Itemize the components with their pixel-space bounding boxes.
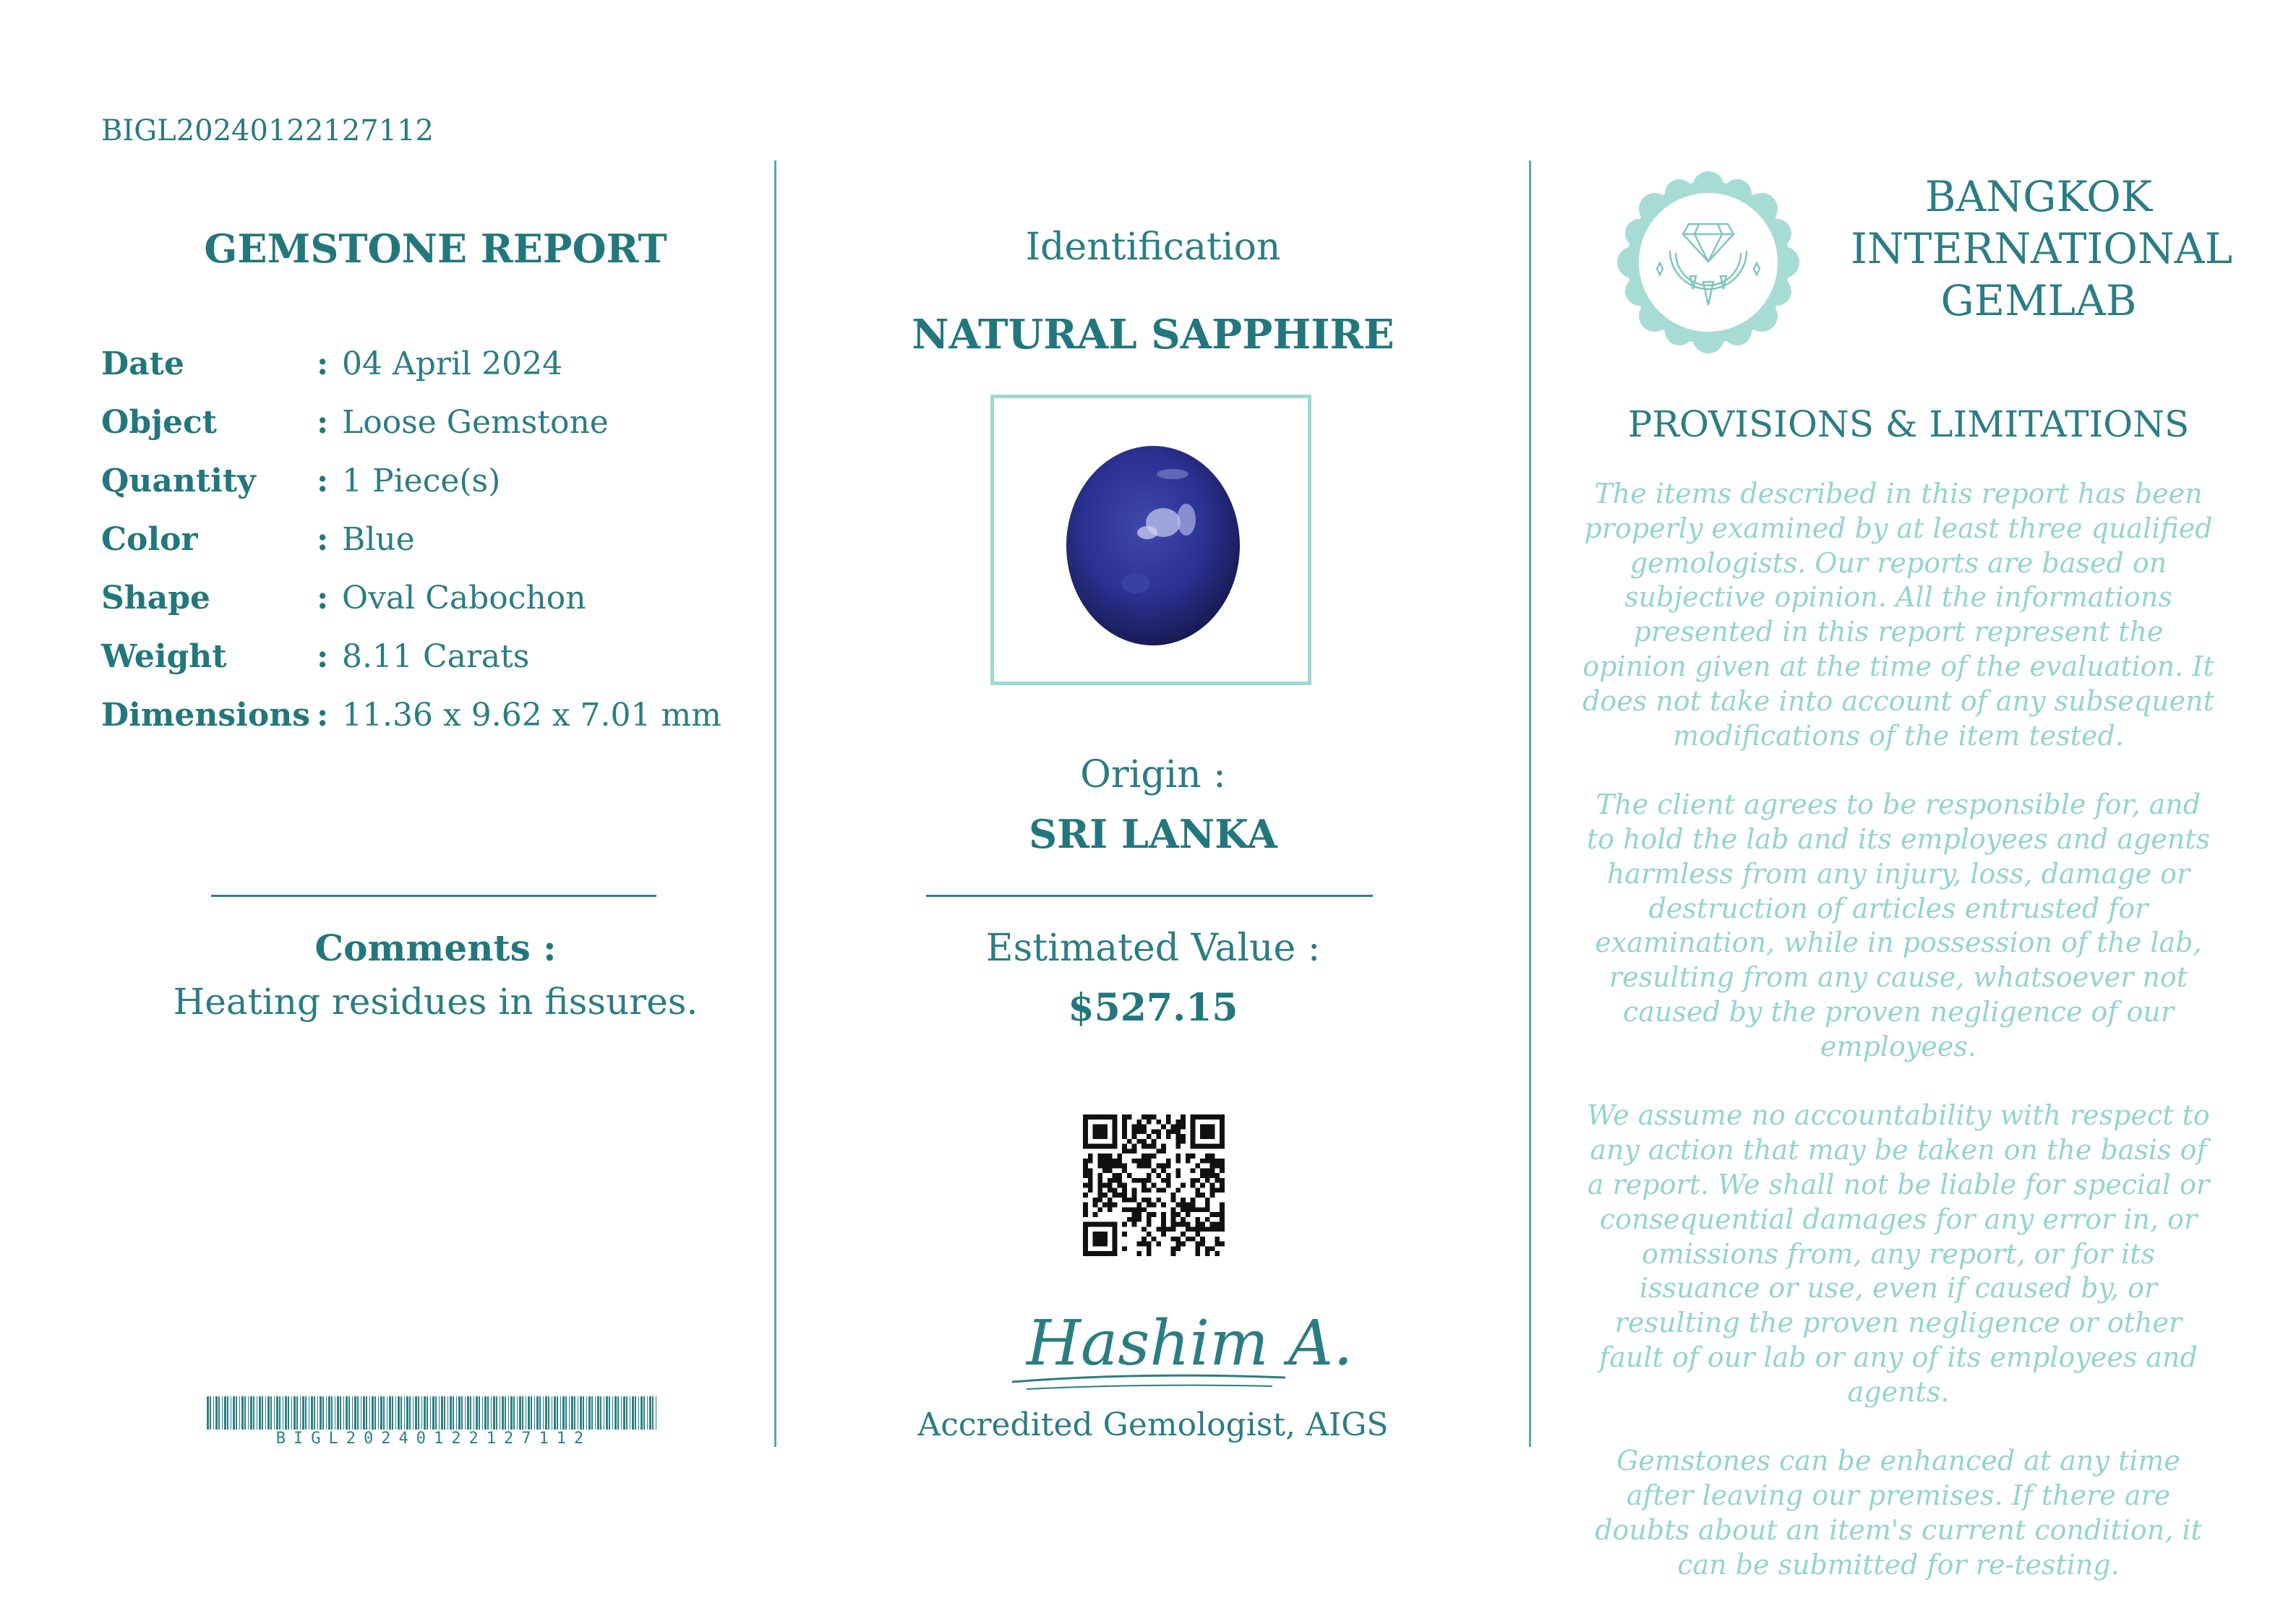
detail-colon: : [317,345,329,382]
detail-label: Color [101,521,198,558]
provisions-paragraph: The items described in this report has been properly examined by at least three qualified gemologists. Our reports are based on subjective opinion. All the informations presented in this report represent the opinion given at the time of the evaluation. It does not take into account of any subsequent modifications of the item tested. [1582,478,2214,752]
report-title: GEMSTONE REPORT [204,225,667,272]
detail-value: Loose Gemstone [342,404,609,441]
detail-value: Oval Cabochon [342,580,586,616]
provisions-paragraph: Gemstones can be enhanced at any time after leaving our premises. If there are doubts about an item's current condition, it can be submitted for re-testing. [1595,1445,2202,1581]
provisions-paragraph: The client agrees to be responsible for, and to hold the lab and its employees and agents harmless from any injury, loss, damage or destruction of articles entrusted for examination, while in possession of the lab, resulting from any cause, whatsoever not caused by the proven negligence of our employees. [1586,789,2211,1062]
detail-value: 8.11 Carats [342,638,530,675]
comments-text: Heating residues in fissures. [173,981,698,1023]
origin-value: SRI LANKA [1029,811,1277,857]
comments-label: Comments : [314,927,557,969]
lab-name [1851,171,2233,327]
lab-seal-logo [1614,168,1803,357]
detail-label: Weight [101,638,227,675]
detail-colon: : [317,638,329,675]
detail-label: Quantity [101,463,256,499]
detail-colon: : [317,521,329,558]
gemologist-title: Accredited Gemologist, AIGS [917,1406,1389,1443]
gemstone-photo-frame [990,395,1311,685]
provisions-paragraph: We assume no accountability with respect to any action that may be taken on the basis of a report. We shall not be liable for special or consequential damages for any error in, or omissions from, any report, or for its issuance or use, even if caused by, or resulting the proven negligence or other fault of our lab or any of its employees and agents. [1587,1099,2210,1408]
detail-value: 11.36 x 9.62 x 7.01 mm [342,697,721,734]
detail-label: Shape [101,580,211,616]
lab-name-line-2: INTERNATIONAL [1851,224,2233,273]
signature [998,1286,1353,1402]
detail-colon: : [317,463,329,499]
estimated-value-label: Estimated Value : [985,927,1321,970]
origin-label: Origin : [1080,753,1226,796]
identification-label: Identification [1025,225,1281,269]
detail-value: 1 Piece(s) [342,463,501,499]
divider-line-comments [211,895,656,897]
detail-colon: : [317,580,329,616]
provisions-title: PROVISIONS & LIMITATIONS [1627,403,2190,445]
detail-label: Object [101,404,218,441]
barcode [207,1396,661,1430]
lab-name-line-1: BANGKOK [1924,172,2153,221]
report-number: BIGL20240122127112 [101,114,434,147]
stone-name: NATURAL SAPPHIRE [912,311,1395,358]
gemstone-image [994,398,1308,682]
provisions-text [1580,477,2216,1617]
barcode-text: BIGL20240122127112 [275,1430,592,1448]
detail-colon: : [317,404,329,441]
detail-colon: : [317,697,329,734]
detail-value: 04 April 2024 [342,345,563,382]
estimated-value-amount: $527.15 [1068,986,1238,1030]
lab-name-line-3: GEMLAB [1940,276,2137,325]
detail-label: Dimensions [101,697,311,734]
signature-text: Hashim A. [1027,1307,1353,1380]
column-divider-left [774,160,776,1447]
qr-code[interactable] [1083,1114,1225,1256]
divider-line-value [926,895,1373,897]
column-divider-right [1529,160,1531,1447]
detail-label: Date [101,345,184,382]
detail-value: Blue [342,521,415,558]
